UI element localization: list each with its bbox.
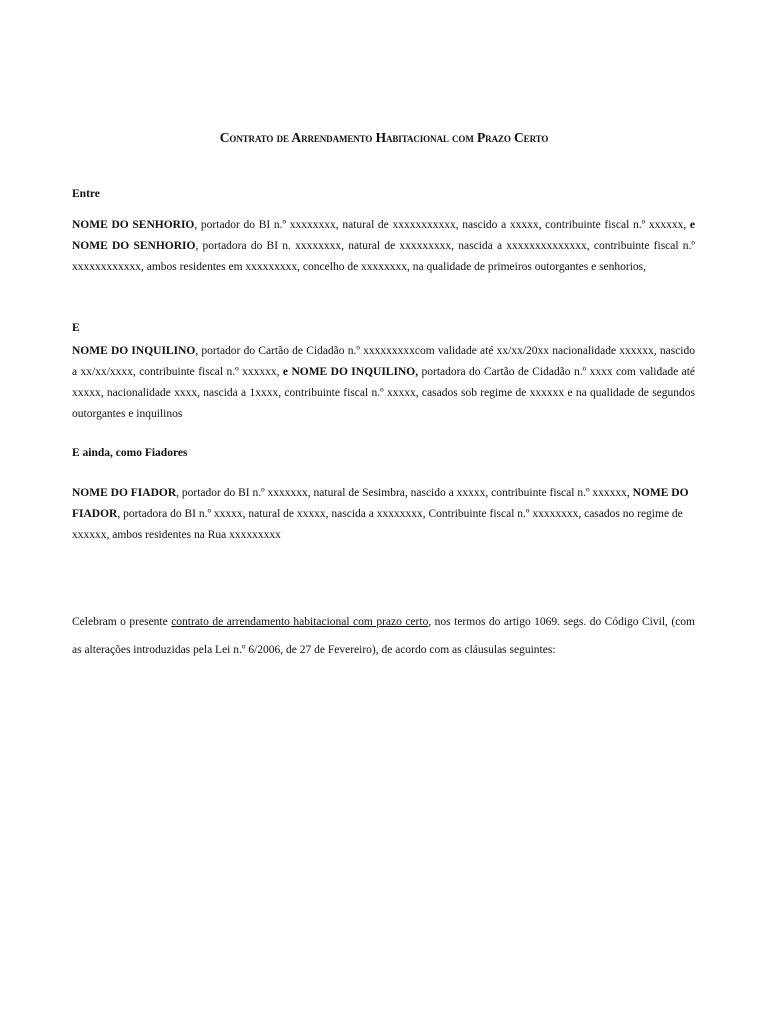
guarantor-details-2: , portadora do BI n.º xxxxx, natural de xxxxx, nascida a xxxxxxxx, Contribuinte fiscal n.º xxxxxxxx, casados no regime de xxxxxx, ambos residentes na Rua xxxxxxxxx — [72, 508, 683, 541]
guarantor-name-2: NOME DO FIADOR — [72, 487, 689, 520]
conjunction-e: e — [689, 219, 696, 231]
heading-entre: Entre — [72, 188, 100, 200]
heading-e: E — [72, 322, 80, 334]
paragraph-fiadores — [72, 483, 695, 546]
paragraph-celebram — [72, 608, 695, 664]
paragraph-inquilinos — [72, 341, 695, 425]
document-title: Contrato de Arrendamento Habitacional com Prazo Certo — [219, 130, 549, 145]
landlord-name-2: NOME DO SENHORIO — [72, 240, 196, 252]
tenant-details: , portador do Cartão de Cidadão n.º xxxxxxxxxcom validade até xx/xx/20xx nacionalidade xxxxxx, nascido a xx/xx/xxxx, contribuinte fiscal n.º xxxxxx, — [72, 345, 695, 378]
paragraph-senhorios — [72, 215, 695, 278]
landlord-name: NOME DO SENHORIO — [72, 219, 195, 231]
guarantor-name: NOME DO FIADOR — [72, 487, 177, 499]
tenant-details-2: portadora do Cartão de Cidadão n.º xxxx com validade até xxxxx, nacionalidade xxxx, nascida a 1xxxx, contribuinte fiscal n.º xxxxx, casados sob regime de xxxxxx e na qualidade de segundos outorgantes e inquilinos — [72, 366, 695, 420]
landlord-details: , portador do BI n.º xxxxxxxx, natural de xxxxxxxxxxx, nascido a xxxxx, contribuinte fiscal n.º xxxxxx, — [194, 219, 690, 231]
closing-text-2: , nos termos do artigo 1069. segs. do Código Civil, (com as alterações introduzidas pela Lei n.º 6/2006, de 27 de Fevereiro), de acordo com as cláusulas seguintes: — [72, 616, 695, 656]
contract-type-link: contrato de arrendamento habitacional com prazo certo — [171, 616, 429, 628]
tenant-name: NOME DO INQUILINO — [72, 345, 196, 357]
guarantor-details: , portador do BI n.º xxxxxxx, natural de Sesimbra, nascido a xxxxx, contribuinte fiscal n.º xxxxxx, — [176, 487, 633, 499]
landlord-details-2: , portadora do BI n. xxxxxxxx, natural de xxxxxxxxx, nascida a xxxxxxxxxxxxxx, contribuinte fiscal n.º xxxxxxxxxxxx, ambos residentes em xxxxxxxxx, concelho de xxxxxxxx, na qualidade de primeiros outorgantes e senhorios, — [72, 240, 695, 273]
closing-text-1: Celebram o presente — [72, 616, 172, 628]
heading-fiadores: E ainda, como Fiadores — [72, 447, 188, 459]
tenant-name-2: e NOME DO INQUILINO, — [282, 366, 419, 378]
